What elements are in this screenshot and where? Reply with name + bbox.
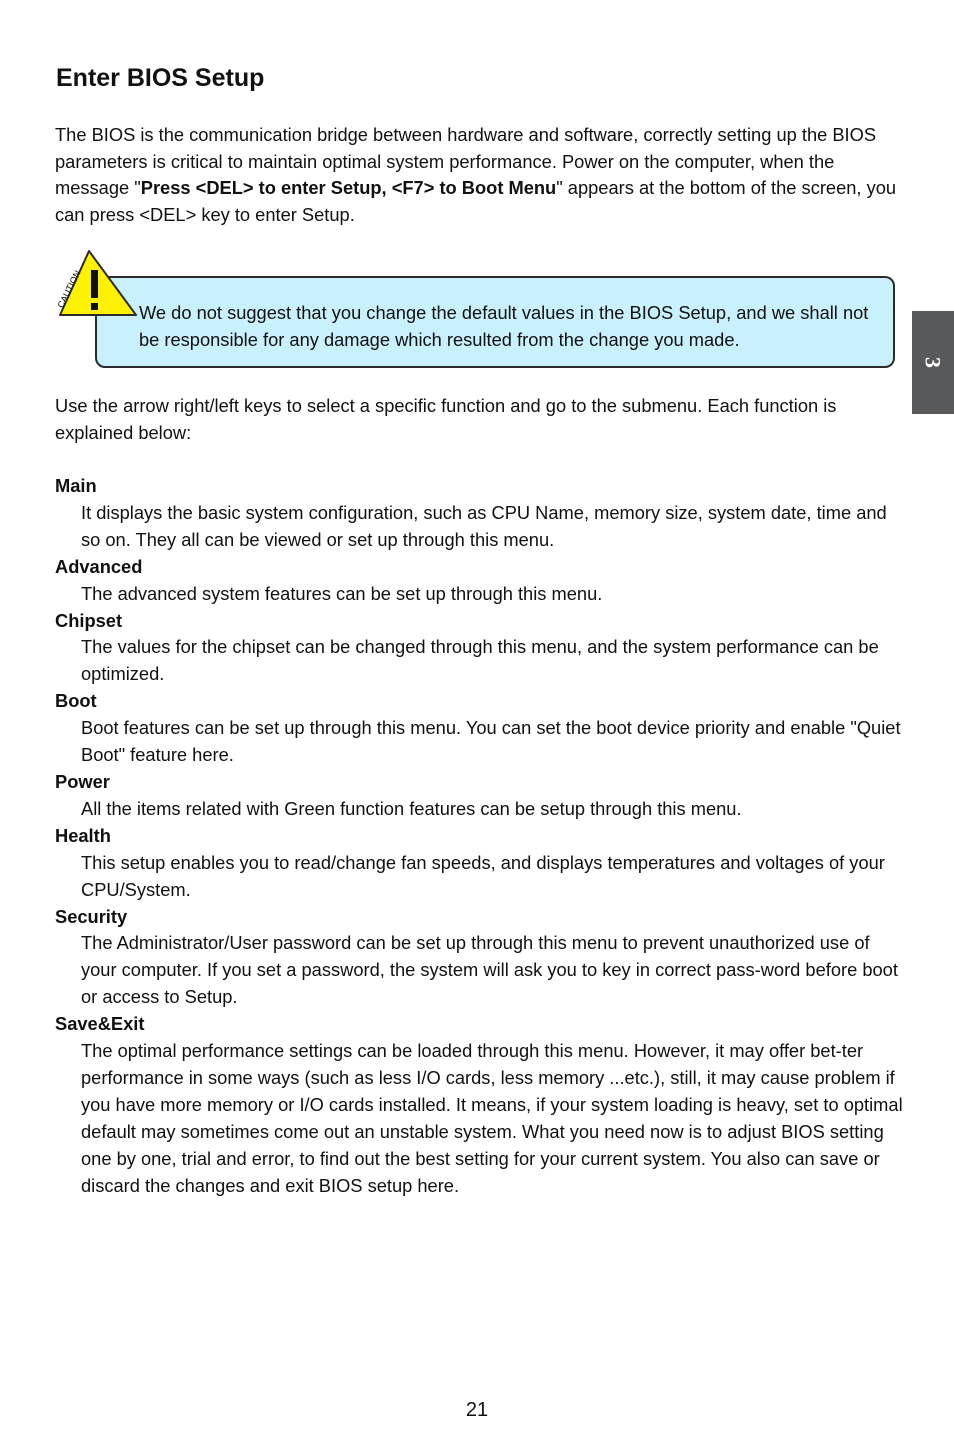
caution-text: We do not suggest that you change the default values in the BIOS Setup, and we shall not be responsible for any damage which resulted from the change you made.: [139, 302, 869, 350]
caution-warning-icon: [52, 248, 142, 324]
menu-desc-advanced: The advanced system features can be set up through this menu.: [81, 582, 603, 604]
page-number: 21: [465, 1399, 489, 1421]
arrow-keys-paragraph: Use the arrow right/left keys to select a specific function and go to the submenu. Each function is explained below:: [55, 395, 837, 443]
caution-box: [95, 276, 895, 368]
menu-term-power: Power: [55, 770, 110, 792]
menu-term-advanced: Advanced: [55, 555, 143, 577]
menu-term-health: Health: [55, 824, 111, 846]
exclamation-dot: [91, 303, 98, 310]
menu-term-main: Main: [55, 475, 97, 496]
menu-term-save-exit: Save&Exit: [55, 1013, 145, 1035]
page-title: Enter BIOS Setup: [56, 64, 265, 92]
menu-term-security: Security: [55, 905, 128, 927]
menu-desc-power: All the items related with Green function features can be setup through this menu.: [81, 797, 742, 819]
intro-emphasis: Press <DEL> to enter Setup, <F7> to Boot Menu: [140, 177, 557, 199]
chapter-tab: [912, 311, 954, 414]
caution-icon-label: CAUTION: [55, 268, 83, 310]
menu-desc-save-exit: The optimal performance settings can be loaded through this menu. However, it may offer bet-ter performance in some ways (such as less I/O cards, less memory ...etc.), still, it may cause problem if you have more memory or I/O cards installed. It means, if your system loading is heavy, set to optimal default may sometimes come out an unstable system. What you need now is to adjust BIOS setting one by one, trial and error, to find out the best setting for your current system. You also can save or discard the changes and exit BIOS setup here.: [81, 1040, 903, 1196]
bios-menu-list: [55, 473, 905, 1199]
menu-term-boot: Boot: [55, 690, 97, 712]
intro-text-after: " appears at the bottom of the screen, you can press <DEL> key to enter Setup.: [55, 177, 897, 225]
intro-paragraph: [55, 122, 905, 228]
menu-desc-security: The Administrator/User password can be set up through this menu to prevent unauthorized use of your computer. If you set a password, the system will ask you to key in correct pass-word before boot or access to Setup.: [81, 932, 898, 1008]
menu-desc-boot: Boot features can be set up through this menu. You can set the boot device priority and enable "Quiet Boot" feature here.: [81, 717, 901, 766]
chapter-tab-label: 3: [921, 357, 946, 368]
menu-desc-health: This setup enables you to read/change fan speeds, and displays temperatures and voltages of your CPU/System.: [81, 851, 885, 900]
exclamation-bar: [91, 270, 98, 298]
menu-desc-chipset: The values for the chipset can be changed through this menu, and the system performance can be optimized.: [81, 636, 879, 685]
menu-desc-main: It displays the basic system configuration, such as CPU Name, memory size, system date, time and so on. They all can be viewed or set up through this menu.: [81, 501, 887, 550]
intro-text-before: The BIOS is the communication bridge between hardware and software, correctly setting up the BIOS parameters is critical to maintain optimal system performance. Power on the computer, when the message ": [55, 124, 877, 199]
menu-term-chipset: Chipset: [55, 609, 123, 631]
